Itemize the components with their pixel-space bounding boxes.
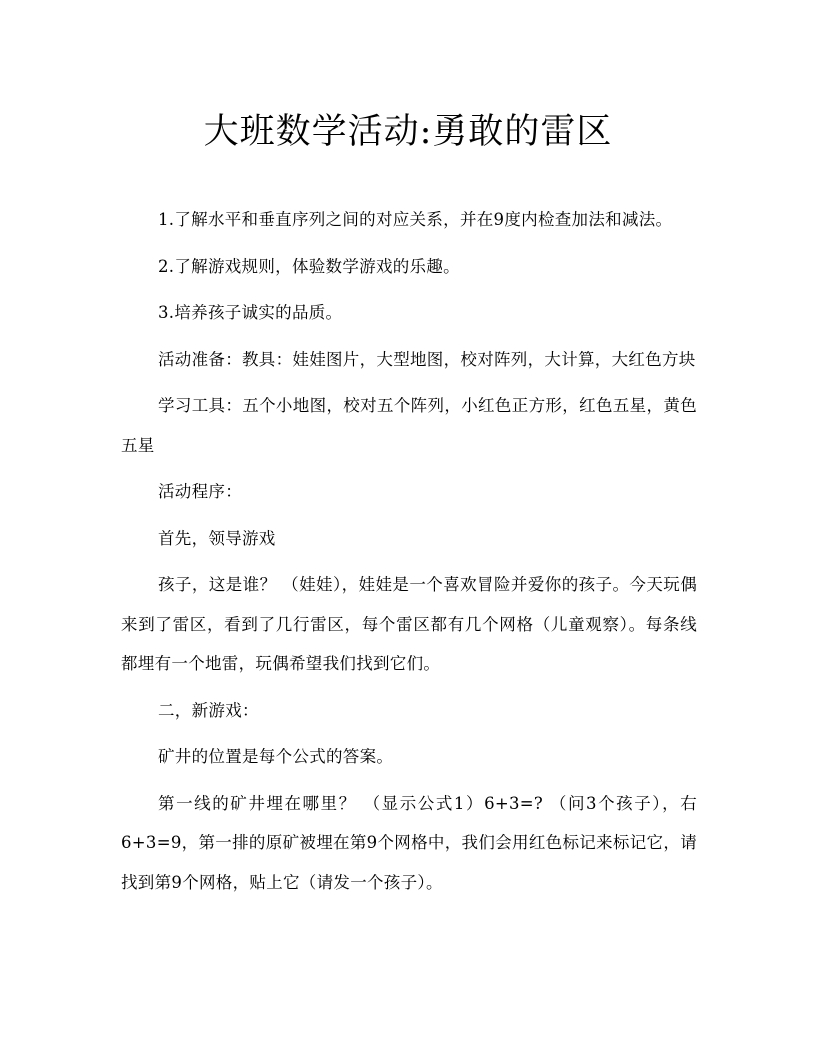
document-body [121, 200, 697, 909]
preparation-learning-tools-paragraph: 学习工具：五个小地图，校对五个阵列，小红色正方形，红色五星，黄色五星 [121, 396, 697, 455]
procedure-heading: 活动程序： [158, 482, 242, 501]
step-2-intro-paragraph: 矿井的位置是每个公式的答案。 [158, 747, 394, 766]
preparation-teaching-aids-paragraph: 活动准备：教具：娃娃图片，大型地图，校对阵列，大计算，大红色方块 [158, 349, 696, 369]
objective-1-paragraph: 1.了解水平和垂直序列之间的对应关系，并在9度内检查加法和减法。 [158, 210, 673, 229]
step-2-first-line-paragraph: 第一线的矿井埋在哪里？ （显示公式1）6+3=? （问3个孩子），右6+3=9，第一排的原矿被埋在第9个网格中，我们会用红色标记来标记它，请找到第9个网格，贴上它（请发一个孩子）。 [121, 793, 697, 892]
step-1-paragraph: 孩子，这是谁？ （娃娃），娃娃是一个喜欢冒险并爱你的孩子。今天玩偶来到了雷区，看到了几行雷区，每个雷区都有几个网格（儿童观察）。每条线都埋有一个地雷，玩偶希望我们找到它们。 [121, 575, 697, 673]
step-2-heading: 二，新游戏： [158, 700, 259, 720]
page-title: 大班数学活动:勇敢的雷区 [203, 112, 613, 152]
objective-3-paragraph: 3.培养孩子诚实的品质。 [158, 303, 343, 322]
step-1-heading: 首先，领导游戏 [158, 528, 276, 548]
objective-2-paragraph: 2.了解游戏规则，体验数学游戏的乐趣。 [158, 256, 460, 276]
